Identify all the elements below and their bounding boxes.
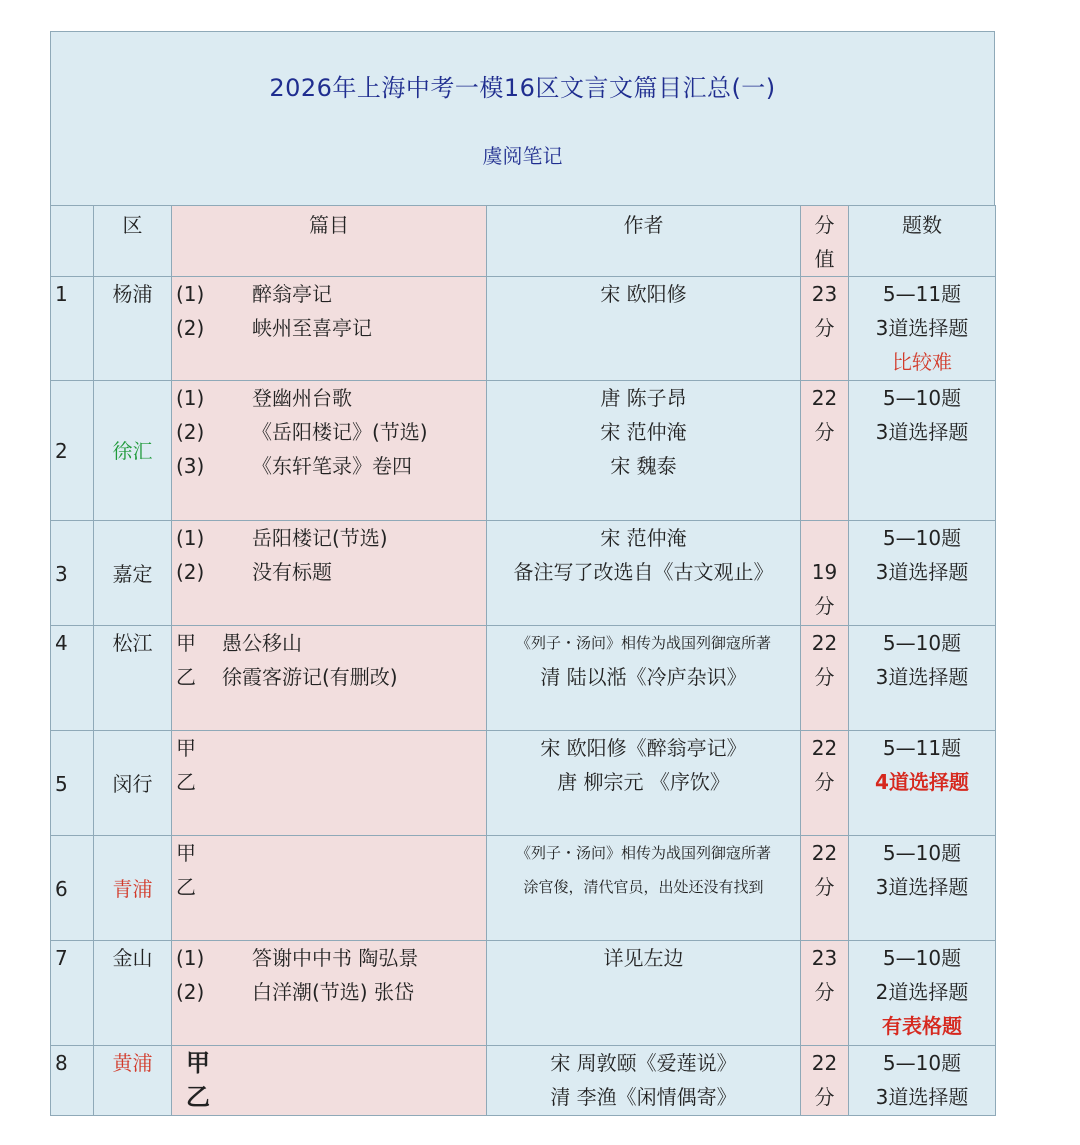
score-line: 22	[811, 841, 838, 865]
author-line: 《列子・汤问》相传为战国列御寇所著	[515, 844, 771, 862]
col-header-score	[801, 206, 849, 277]
author-cell	[487, 836, 801, 941]
title-text: 《岳阳楼记》(节选)	[252, 420, 428, 444]
count-line: 2道选择题	[875, 980, 969, 1004]
count-line: 5—10题	[882, 526, 962, 550]
title-line	[176, 660, 486, 694]
count-line: 5—11题	[882, 282, 962, 306]
author-line: 宋 范仲淹	[600, 420, 687, 444]
title-cell	[172, 836, 487, 941]
title-cell	[172, 277, 487, 381]
title-cell	[172, 521, 487, 626]
title-text: 没有标题	[252, 560, 332, 584]
title-prefix: (2)	[176, 560, 205, 584]
author-line: 详见左边	[603, 946, 684, 970]
author-cell	[487, 521, 801, 626]
count-line: 3道选择题	[875, 420, 969, 444]
table-row	[51, 941, 996, 1046]
author-cell	[487, 1046, 801, 1116]
score-cell	[801, 521, 849, 626]
title-line	[176, 555, 486, 589]
district-cell	[94, 1046, 172, 1116]
col-header-count: 题数	[849, 206, 996, 277]
count-line: 5—10题	[882, 1051, 962, 1075]
district-cell	[94, 277, 172, 381]
count-line: 5—11题	[882, 736, 962, 760]
title-text: 白洋潮(节选) 张岱	[252, 980, 414, 1004]
question-count-cell	[849, 626, 996, 731]
row-number	[51, 381, 94, 521]
title-prefix: (2)	[176, 980, 205, 1004]
page-subtitle: 虞阅笔记	[482, 144, 563, 168]
district-name: 青浦	[112, 877, 153, 901]
title-prefix: 乙	[176, 770, 196, 794]
page-title: 2026年上海中考一模16区文言文篇目汇总(一)	[269, 74, 776, 102]
district-cell	[94, 836, 172, 941]
author-line: 宋 范仲淹	[600, 526, 687, 550]
col-header-district: 区	[94, 206, 172, 277]
score-line: 分	[814, 594, 835, 618]
col-header-author: 作者	[487, 206, 801, 277]
row-number	[51, 941, 94, 1046]
title-line	[176, 381, 486, 415]
author-line: 宋 欧阳修	[600, 282, 687, 306]
row-number	[51, 1046, 94, 1116]
title-prefix: 甲	[176, 841, 196, 865]
score-line: 22	[811, 736, 838, 760]
title-prefix: (2)	[176, 420, 205, 444]
count-line: 3道选择题	[875, 1085, 969, 1109]
count-line: 3道选择题	[875, 316, 969, 340]
row-number-text: 6	[55, 877, 68, 901]
title-line	[176, 277, 486, 311]
row-number	[51, 731, 94, 836]
score-cell	[801, 381, 849, 521]
district-cell	[94, 381, 172, 521]
row-number-text: 7	[55, 946, 68, 970]
title-prefix: 乙	[176, 875, 196, 899]
author-cell	[487, 277, 801, 381]
table-row	[51, 381, 996, 521]
score-line: 23	[811, 946, 838, 970]
title-prefix: (1)	[176, 386, 205, 410]
score-line: 分	[814, 316, 835, 340]
row-number-text: 4	[55, 631, 68, 655]
row-number-text: 8	[55, 1051, 68, 1075]
score-line: 分	[814, 980, 835, 1004]
question-count-cell	[849, 941, 996, 1046]
title-prefix: (1)	[176, 526, 205, 550]
col-header-no	[51, 206, 94, 277]
score-cell	[801, 277, 849, 381]
score-line: 22	[811, 1051, 838, 1075]
title-text: 愚公移山	[222, 631, 302, 655]
title-line	[176, 836, 486, 870]
author-line: 宋 欧阳修《醉翁亭记》	[540, 736, 747, 760]
title-text: 峡州至喜亭记	[252, 316, 372, 340]
title-line	[176, 975, 486, 1009]
district-name: 闵行	[112, 772, 153, 796]
district-name: 杨浦	[112, 282, 153, 306]
table-row	[51, 521, 996, 626]
title-line	[176, 626, 486, 660]
count-line: 有表格题	[882, 1014, 962, 1038]
count-line: 比较难	[892, 350, 952, 374]
district-cell	[94, 521, 172, 626]
author-cell	[487, 626, 801, 731]
title-text: 徐霞客游记(有删改)	[222, 665, 398, 689]
author-line: 《列子・汤问》相传为战国列御寇所著	[515, 634, 771, 652]
title-prefix: (2)	[176, 316, 205, 340]
row-number	[51, 836, 94, 941]
count-line: 5—10题	[882, 631, 962, 655]
summary-sheet	[50, 31, 995, 1116]
title-prefix: 甲	[176, 736, 196, 760]
row-number	[51, 277, 94, 381]
title-cell	[172, 731, 487, 836]
score-line: 分	[814, 770, 835, 794]
score-cell	[801, 731, 849, 836]
row-number-text: 3	[55, 562, 68, 586]
district-name: 徐汇	[112, 439, 153, 463]
count-line: 3道选择题	[875, 665, 969, 689]
district-name: 松江	[112, 631, 153, 655]
title-line	[176, 449, 486, 483]
score-cell	[801, 836, 849, 941]
title-cell	[172, 626, 487, 731]
author-cell	[487, 381, 801, 521]
title-text: 答谢中中书 陶弘景	[252, 946, 419, 970]
row-number-text: 1	[55, 282, 68, 306]
author-line: 备注写了改选自《古文观止》	[513, 560, 774, 584]
score-line: 分	[814, 665, 835, 689]
district-cell	[94, 731, 172, 836]
author-line: 清 李渔《闲情偶寄》	[550, 1085, 737, 1109]
question-count-cell	[849, 277, 996, 381]
title-text: 《东轩笔录》卷四	[252, 454, 412, 478]
count-line: 5—10题	[882, 386, 962, 410]
title-line	[176, 521, 486, 555]
title-prefix: (1)	[176, 282, 205, 306]
title-prefix: 乙	[176, 665, 196, 689]
title-text: 登幽州台歌	[252, 386, 352, 410]
title-line	[176, 941, 486, 975]
table-row	[51, 1046, 996, 1116]
title-line	[176, 415, 486, 449]
table-row	[51, 836, 996, 941]
author-cell	[487, 941, 801, 1046]
author-line: 宋 魏泰	[610, 454, 677, 478]
district-name: 金山	[112, 946, 153, 970]
score-line: 19	[811, 560, 838, 584]
score-line: 23	[811, 282, 838, 306]
sheet-header	[50, 31, 995, 205]
title-line	[176, 870, 486, 904]
title-line	[176, 1080, 486, 1114]
question-count-cell	[849, 521, 996, 626]
score-cell	[801, 1046, 849, 1116]
title-line	[176, 765, 486, 799]
count-line: 4道选择题	[875, 770, 969, 794]
summary-table	[50, 205, 996, 1116]
author-line: 涂官俊，清代官员，出处还没有找到	[523, 878, 764, 896]
score-header-line1: 分	[814, 213, 835, 237]
score-cell	[801, 941, 849, 1046]
district-cell	[94, 941, 172, 1046]
title-line	[176, 1046, 486, 1080]
score-line: 22	[811, 386, 838, 410]
title-prefix: 甲	[176, 631, 196, 655]
question-count-cell	[849, 381, 996, 521]
row-number-text: 2	[55, 439, 68, 463]
count-line: 3道选择题	[875, 875, 969, 899]
district-name: 嘉定	[112, 562, 153, 586]
title-line	[176, 731, 486, 765]
row-number	[51, 521, 94, 626]
score-cell	[801, 626, 849, 731]
table-row	[51, 626, 996, 731]
col-header-title: 篇目	[172, 206, 487, 277]
question-count-cell	[849, 836, 996, 941]
title-prefix: 甲	[186, 1049, 210, 1077]
question-count-cell	[849, 1046, 996, 1116]
question-count-cell	[849, 731, 996, 836]
row-number-text: 5	[55, 772, 68, 796]
title-cell	[172, 1046, 487, 1116]
title-prefix: (3)	[176, 454, 205, 478]
author-line: 唐 陈子昂	[600, 386, 687, 410]
title-text: 醉翁亭记	[252, 282, 332, 306]
district-name: 黄浦	[112, 1051, 153, 1075]
title-cell	[172, 941, 487, 1046]
count-line: 5—10题	[882, 841, 962, 865]
title-line	[176, 311, 486, 345]
author-line: 清 陆以湉《冷庐杂识》	[540, 665, 747, 689]
author-cell	[487, 731, 801, 836]
score-line: 分	[814, 875, 835, 899]
title-cell	[172, 381, 487, 521]
district-cell	[94, 626, 172, 731]
score-line: 22	[811, 631, 838, 655]
score-header-line2: 值	[814, 247, 835, 271]
score-line: 分	[814, 420, 835, 444]
row-number	[51, 626, 94, 731]
author-line: 唐 柳宗元 《序饮》	[557, 770, 730, 794]
title-prefix: 乙	[186, 1083, 210, 1111]
table-row	[51, 731, 996, 836]
title-text: 岳阳楼记(节选)	[252, 526, 388, 550]
author-line: 宋 周敦颐《爱莲说》	[550, 1051, 737, 1075]
count-line: 5—10题	[882, 946, 962, 970]
table-header-row	[51, 206, 996, 277]
count-line: 3道选择题	[875, 560, 969, 584]
score-line: 分	[814, 1085, 835, 1109]
table-row	[51, 277, 996, 381]
title-prefix: (1)	[176, 946, 205, 970]
